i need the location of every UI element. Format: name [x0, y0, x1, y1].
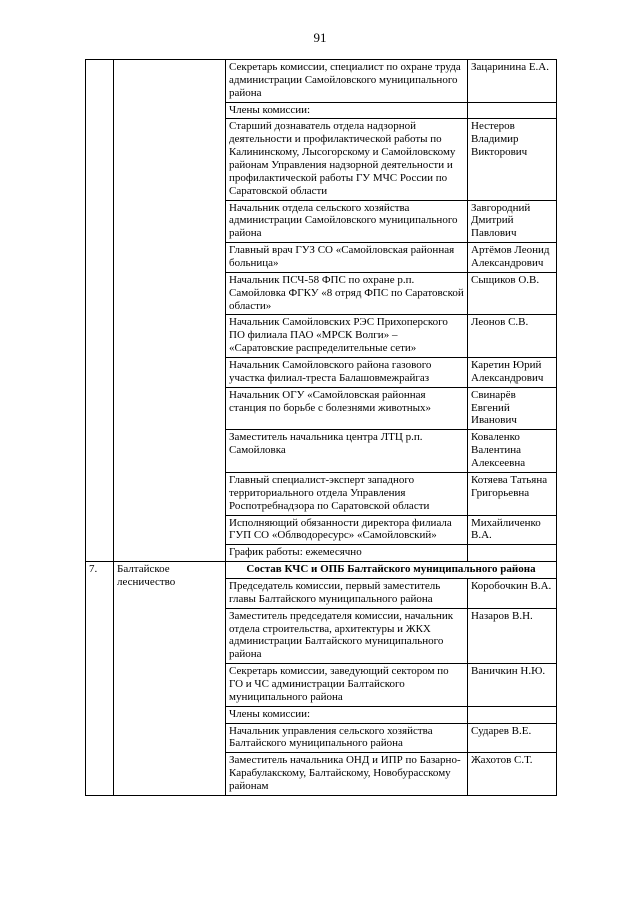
name-cell: Ваничкин Н.Ю.: [468, 664, 557, 707]
name-cell: Котяева Татьяна Григорьевна: [468, 472, 557, 515]
name-cell: Артёмов Леонид Александрович: [468, 243, 557, 273]
position-cell: Члены комиссии:: [226, 102, 468, 119]
name-cell: Михайличенко В.А.: [468, 515, 557, 545]
section-header: Состав КЧС и ОПБ Балтайского муниципального района: [226, 562, 557, 579]
name-cell: [468, 545, 557, 562]
name-cell: [468, 706, 557, 723]
position-cell: Начальник управления сельского хозяйства Балтайского муниципального района: [226, 723, 468, 753]
position-cell: Главный специалист-эксперт западного территориального отдела Управления Роспотребнадзора по Саратовской области: [226, 472, 468, 515]
name-cell: Сыщиков О.В.: [468, 272, 557, 315]
name-cell: Коробочкин В.А.: [468, 578, 557, 608]
name-cell: Зацаринина Е.А.: [468, 60, 557, 103]
position-cell: Исполняющий обязанности директора филиала ГУП СО «Облводоресурс» «Самойловский»: [226, 515, 468, 545]
name-cell: Сударев В.Е.: [468, 723, 557, 753]
row-number-cell: [86, 60, 114, 562]
name-cell: Свинарёв Евгений Иванович: [468, 387, 557, 430]
position-cell: Заместитель начальника ОНД и ИПР по Базарно-Карабулакскому, Балтайскому, Новобурасскому районам: [226, 753, 468, 796]
position-cell: Начальник ПСЧ-58 ФПС по охране р.п. Самойловка ФГКУ «8 отряд ФПС по Саратовской области»: [226, 272, 468, 315]
section-area-cell: Балтайское лесничество: [114, 562, 226, 796]
page-number: 91: [313, 30, 327, 45]
name-cell: Завгородний Дмитрий Павлович: [468, 200, 557, 243]
position-cell: Главный врач ГУЗ СО «Самойловская районная больница»: [226, 243, 468, 273]
name-cell: Жахотов С.Т.: [468, 753, 557, 796]
name-cell: [468, 102, 557, 119]
commission-table: [85, 59, 557, 796]
position-cell: Начальник Самойловских РЭС Прихоперского ПО филиала ПАО «МРСК Волги» – «Саратовские распределительные сети»: [226, 315, 468, 358]
name-cell: Назаров В.Н.: [468, 608, 557, 663]
position-cell: Начальник отдела сельского хозяйства администрации Самойловского муниципального района: [226, 200, 468, 243]
name-cell: Каретин Юрий Александрович: [468, 358, 557, 388]
position-cell: График работы: ежемесячно: [226, 545, 468, 562]
position-cell: Секретарь комиссии, специалист по охране труда администрации Самойловского муниципального района: [226, 60, 468, 103]
table-row: [86, 60, 557, 103]
position-cell: Члены комиссии:: [226, 706, 468, 723]
position-cell: Начальник ОГУ «Самойловская районная станция по борьбе с болезнями животных»: [226, 387, 468, 430]
position-cell: Председатель комиссии, первый заместитель главы Балтайского муниципального района: [226, 578, 468, 608]
name-cell: Леонов С.В.: [468, 315, 557, 358]
position-cell: Секретарь комиссии, заведующий сектором по ГО и ЧС администрации Балтайского муниципального района: [226, 664, 468, 707]
area-cell: [114, 60, 226, 562]
name-cell: Коваленко Валентина Алексеевна: [468, 430, 557, 473]
section-row: [86, 562, 557, 579]
position-cell: Старший дознаватель отдела надзорной деятельности и профилактической работы по Калининскому, Лысогорскому и Самойловскому районам Управления надзорной деятельности и профилактической работы ГУ МЧС России по Саратовской области: [226, 119, 468, 200]
section-number-cell: 7.: [86, 562, 114, 796]
position-cell: Заместитель председателя комиссии, начальник отдела строительства, архитектуры и ЖКХ администрации Балтайского муниципального района: [226, 608, 468, 663]
position-cell: Заместитель начальника центра ЛТЦ р.п. Самойловка: [226, 430, 468, 473]
name-cell: Нестеров Владимир Викторович: [468, 119, 557, 200]
position-cell: Начальник Самойловского района газового участка филиал-треста Балашовмежрайгаз: [226, 358, 468, 388]
